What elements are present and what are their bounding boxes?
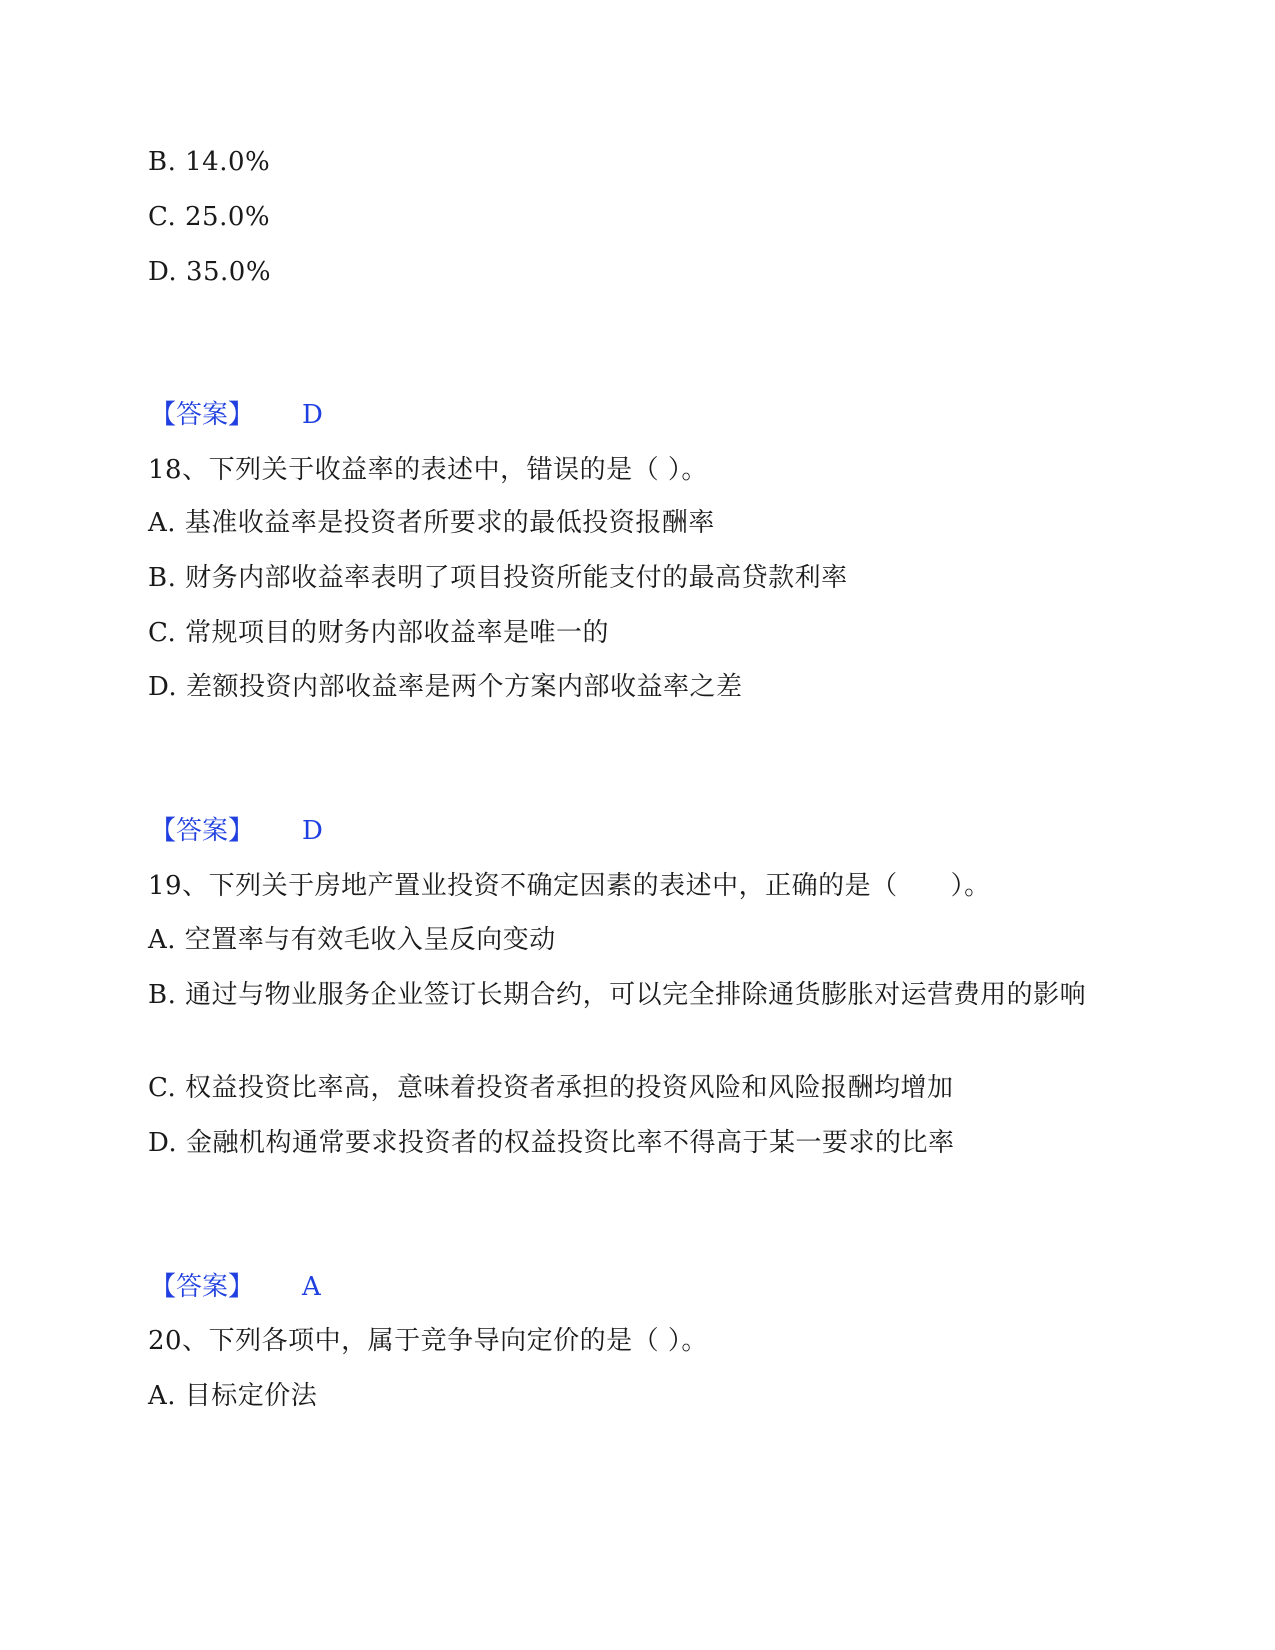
q18-stem: 18、下列关于收益率的表述中，错误的是（ ）。 bbox=[148, 455, 708, 485]
q17-option-c: C. 25.0% bbox=[148, 202, 271, 232]
q18-option-c: C. 常规项目的财务内部收益率是唯一的 bbox=[148, 618, 609, 648]
q19-option-a: A. 空置率与有效毛收入呈反向变动 bbox=[148, 925, 556, 955]
q17-option-d: D. 35.0% bbox=[148, 257, 272, 287]
q18-answer-label: 【答案】 bbox=[150, 816, 255, 846]
q19-answer-value: A bbox=[302, 1272, 321, 1302]
q17-answer-value: D bbox=[302, 400, 323, 430]
q20-stem: 20、下列各项中，属于竞争导向定价的是（ ）。 bbox=[148, 1326, 708, 1356]
q17-answer-label: 【答案】 bbox=[150, 400, 255, 430]
q19-option-b: B. 通过与物业服务企业签订长期合约，可以完全排除通货膨胀对运营费用的影响 bbox=[148, 980, 1087, 1010]
q20-option-a: A. 目标定价法 bbox=[148, 1381, 318, 1411]
q17-option-b: B. 14.0% bbox=[148, 147, 271, 177]
q18-option-d: D. 差额投资内部收益率是两个方案内部收益率之差 bbox=[148, 672, 743, 702]
q19-answer-label: 【答案】 bbox=[150, 1272, 255, 1302]
q18-option-a: A. 基准收益率是投资者所要求的最低投资报酬率 bbox=[148, 508, 715, 538]
q19-option-c: C. 权益投资比率高，意味着投资者承担的投资风险和风险报酬均增加 bbox=[148, 1073, 954, 1103]
q19-option-d: D. 金融机构通常要求投资者的权益投资比率不得高于某一要求的比率 bbox=[148, 1128, 955, 1158]
q18-option-b: B. 财务内部收益率表明了项目投资所能支付的最高贷款利率 bbox=[148, 563, 848, 593]
q18-answer-value: D bbox=[302, 816, 323, 846]
q19-stem: 19、下列关于房地产置业投资不确定因素的表述中，正确的是（ ）。 bbox=[148, 871, 991, 901]
